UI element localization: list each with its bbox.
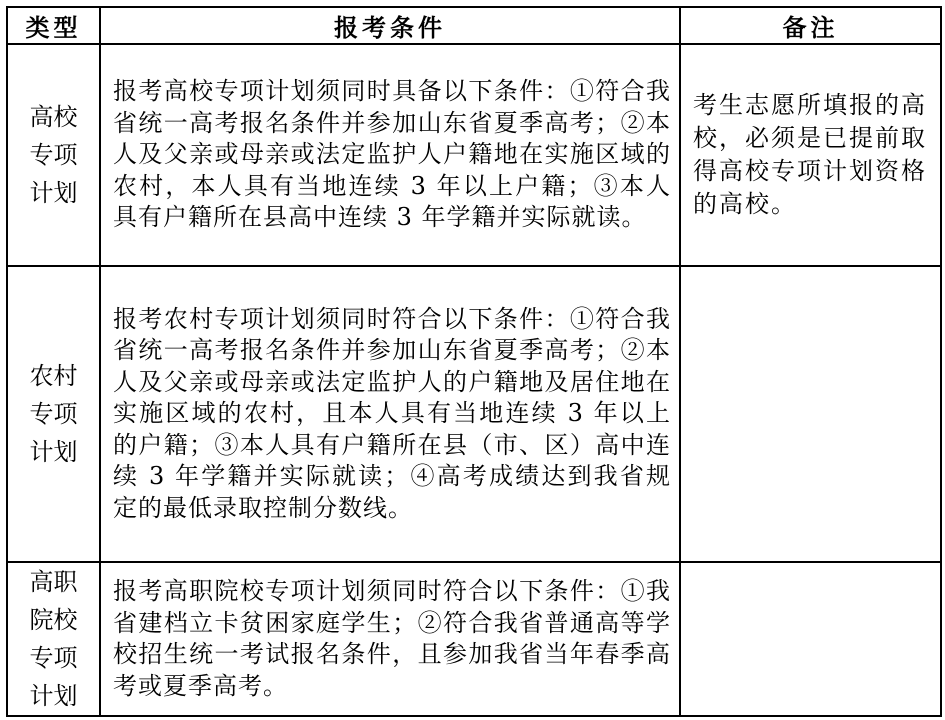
type-line: 高校 — [29, 103, 78, 131]
header-type: 类型 — [7, 7, 100, 44]
type-line: 专项 — [29, 644, 78, 672]
row-note-cell — [680, 266, 941, 562]
header-conditions: 报考条件 — [100, 7, 680, 44]
table-row — [7, 562, 941, 716]
table-header-row — [7, 7, 941, 44]
type-line: 院校 — [29, 606, 78, 634]
table-row — [7, 266, 941, 562]
row-note-cell — [680, 562, 941, 716]
type-line: 计划 — [29, 682, 78, 710]
type-line: 高职 — [29, 568, 78, 596]
type-line: 专项 — [29, 141, 78, 169]
type-line: 农村 — [29, 362, 78, 390]
header-notes: 备注 — [680, 7, 941, 44]
row-conditions-cell: 报考高校专项计划须同时具备以下条件：①符合我省统一高考报名条件并参加山东省夏季高考；②本人及父亲或母亲或法定监护人户籍地在实施区域的农村，本人具有当地连续 3 年以上户籍；③本人具有户籍所在县高中连续 3 年学籍并实际就读。 — [100, 44, 680, 266]
admission-conditions-table — [6, 6, 942, 717]
row-conditions-cell: 报考农村专项计划须同时符合以下条件：①符合我省统一高考报名条件并参加山东省夏季高考；②本人及父亲或母亲或法定监护人的户籍地及居住地在实施区域的农村，且本人具有当地连续 3 年以上的户籍；③本人具有户籍所在县（市、区）高中连续 3 年学籍并实际就读；④高考成绩达到我省规定的最低录取控制分数线。 — [100, 266, 680, 562]
type-line: 计划 — [29, 438, 78, 466]
row-note-cell: 考生志愿所填报的高校，必须是已提前取得高校专项计划资格的高校。 — [680, 44, 941, 266]
row-type-cell — [7, 562, 100, 716]
table-row — [7, 44, 941, 266]
row-conditions-cell: 报考高职院校专项计划须同时符合以下条件：①我省建档立卡贫困家庭学生；②符合我省普通高等学校招生统一考试报名条件，且参加我省当年春季高考或夏季高考。 — [100, 562, 680, 716]
row-type-cell — [7, 44, 100, 266]
type-line: 专项 — [29, 400, 78, 428]
row-type-cell — [7, 266, 100, 562]
type-line: 计划 — [29, 179, 78, 207]
